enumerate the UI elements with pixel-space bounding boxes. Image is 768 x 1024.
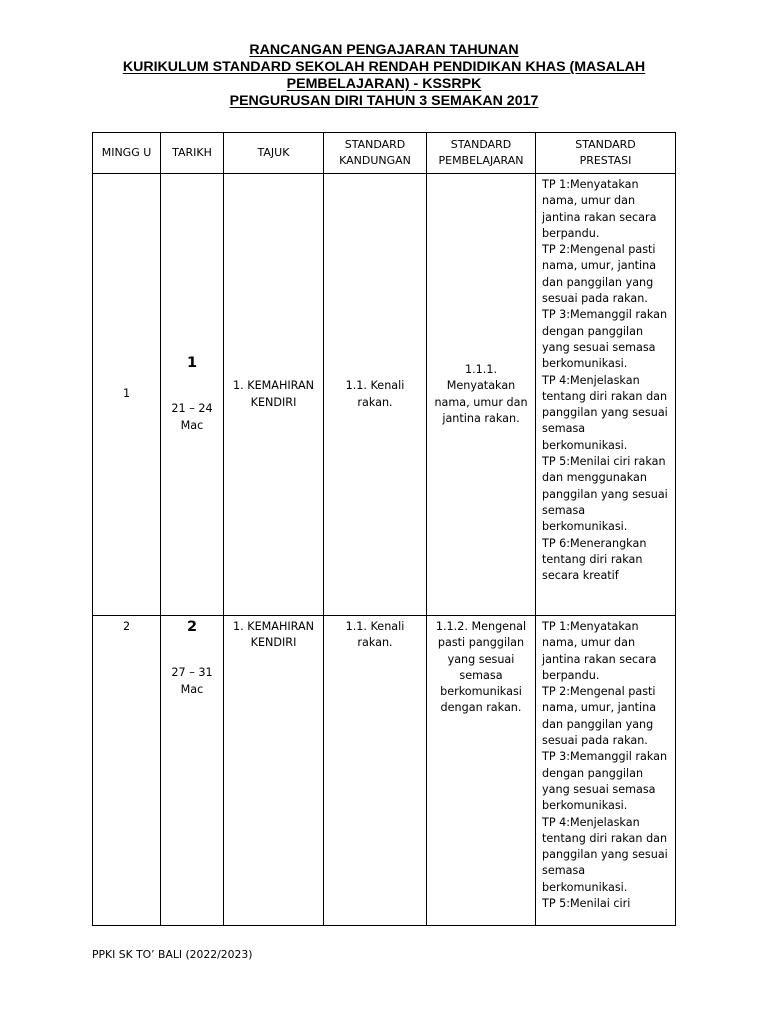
cell-tajuk: 1. KEMAHIRAN KENDIRI <box>224 616 324 926</box>
header-minggu: MINGG U <box>93 133 161 174</box>
table-row <box>93 174 676 616</box>
date-month: Mac <box>180 682 204 696</box>
header-sp-line1: STANDARD <box>450 137 512 151</box>
cell-standard-pembelajaran: 1.1.2. Mengenal pasti panggilan yang sesuai semasa berkomunikasi dengan rakan. <box>427 616 536 926</box>
lesson-plan-table <box>92 132 676 926</box>
cell-minggu: 1 <box>93 174 161 616</box>
tp-item: TP 3:Memanggil rakan dengan panggilan yang sesuai semasa berkomunikasi. <box>542 308 668 371</box>
tp-item: TP 2:Mengenal pasti nama, umur, jantina dan panggilan yang sesuai pada rakan. <box>542 685 657 748</box>
title-line-4: PENGURUSAN DIRI TAHUN 3 SEMAKAN 2017 <box>229 93 539 109</box>
table-row <box>93 616 676 926</box>
cell-tarikh <box>161 174 224 616</box>
tp-item: TP 2:Mengenal pasti nama, umur, jantina dan panggilan yang sesuai pada rakan. <box>542 243 657 306</box>
cell-standard-kandungan: 1.1. Kenali rakan. <box>324 174 427 616</box>
header-spr-line1: STANDARD <box>575 137 636 151</box>
tp-item: TP 6:Menerangkan tentang diri rakan secara kreatif <box>542 536 647 583</box>
week-number: 1 <box>186 355 198 372</box>
tp-item: TP 5:Menilai ciri rakan dan menggunakan panggilan yang sesuai semasa berkomunikasi. <box>542 455 668 534</box>
header-tarikh: TARIKH <box>161 133 224 174</box>
tp-item: TP 3:Memanggil rakan dengan panggilan yang sesuai semasa berkomunikasi. <box>542 750 668 813</box>
cell-tarikh <box>161 616 224 926</box>
tp-item: TP 1:Menyatakan nama, umur dan jantina rakan secara berpandu. <box>542 178 657 240</box>
tp-item: TP 1:Menyatakan nama, umur dan jantina rakan secara berpandu. <box>542 620 657 682</box>
date-range: 21 – 24 <box>171 402 213 416</box>
document-title <box>0 42 768 110</box>
cell-minggu: 2 <box>93 616 161 926</box>
cell-standard-prestasi <box>536 616 676 926</box>
title-line-1: RANCANGAN PENGAJARAN TAHUNAN <box>249 42 519 58</box>
header-standard-kandungan <box>324 133 427 174</box>
cell-tajuk: 1. KEMAHIRAN KENDIRI <box>224 174 324 616</box>
header-tajuk: TAJUK <box>224 133 324 174</box>
page-footer: PPKI SK TO’ BALI (2022/2023) <box>92 948 253 961</box>
tp-item: TP 4:Menjelaskan tentang diri rakan dan panggilan yang sesuai semasa berkomunikasi. <box>542 373 668 452</box>
week-number: 2 <box>186 619 198 635</box>
cell-standard-prestasi <box>536 174 676 616</box>
table-header-row <box>93 133 676 174</box>
header-standard-pembelajaran <box>427 133 536 174</box>
header-sk-line1: STANDARD <box>344 137 406 151</box>
title-line-3: PEMBELAJARAN) - KSSRPK <box>286 76 482 92</box>
date-month: Mac <box>180 418 204 432</box>
cell-standard-kandungan: 1.1. Kenali rakan. <box>324 616 427 926</box>
header-sp-line2: PEMBELAJARAN <box>438 154 524 167</box>
cell-standard-pembelajaran: 1.1.1. Menyatakan nama, umur dan jantina rakan. <box>427 174 536 616</box>
header-standard-prestasi <box>536 133 676 174</box>
title-line-2: KURIKULUM STANDARD SEKOLAH RENDAH PENDIDIKAN KHAS (MASALAH <box>122 59 646 75</box>
tp-item: TP 4:Menjelaskan tentang diri rakan dan panggilan yang sesuai semasa berkomunikasi. <box>542 815 668 894</box>
date-range: 27 – 31 <box>171 666 213 680</box>
header-spr-line2: PRESTASI <box>579 154 632 167</box>
header-sk-line2: KANDUNGAN <box>339 154 411 167</box>
tp-item: TP 5:Menilai ciri <box>542 897 631 911</box>
